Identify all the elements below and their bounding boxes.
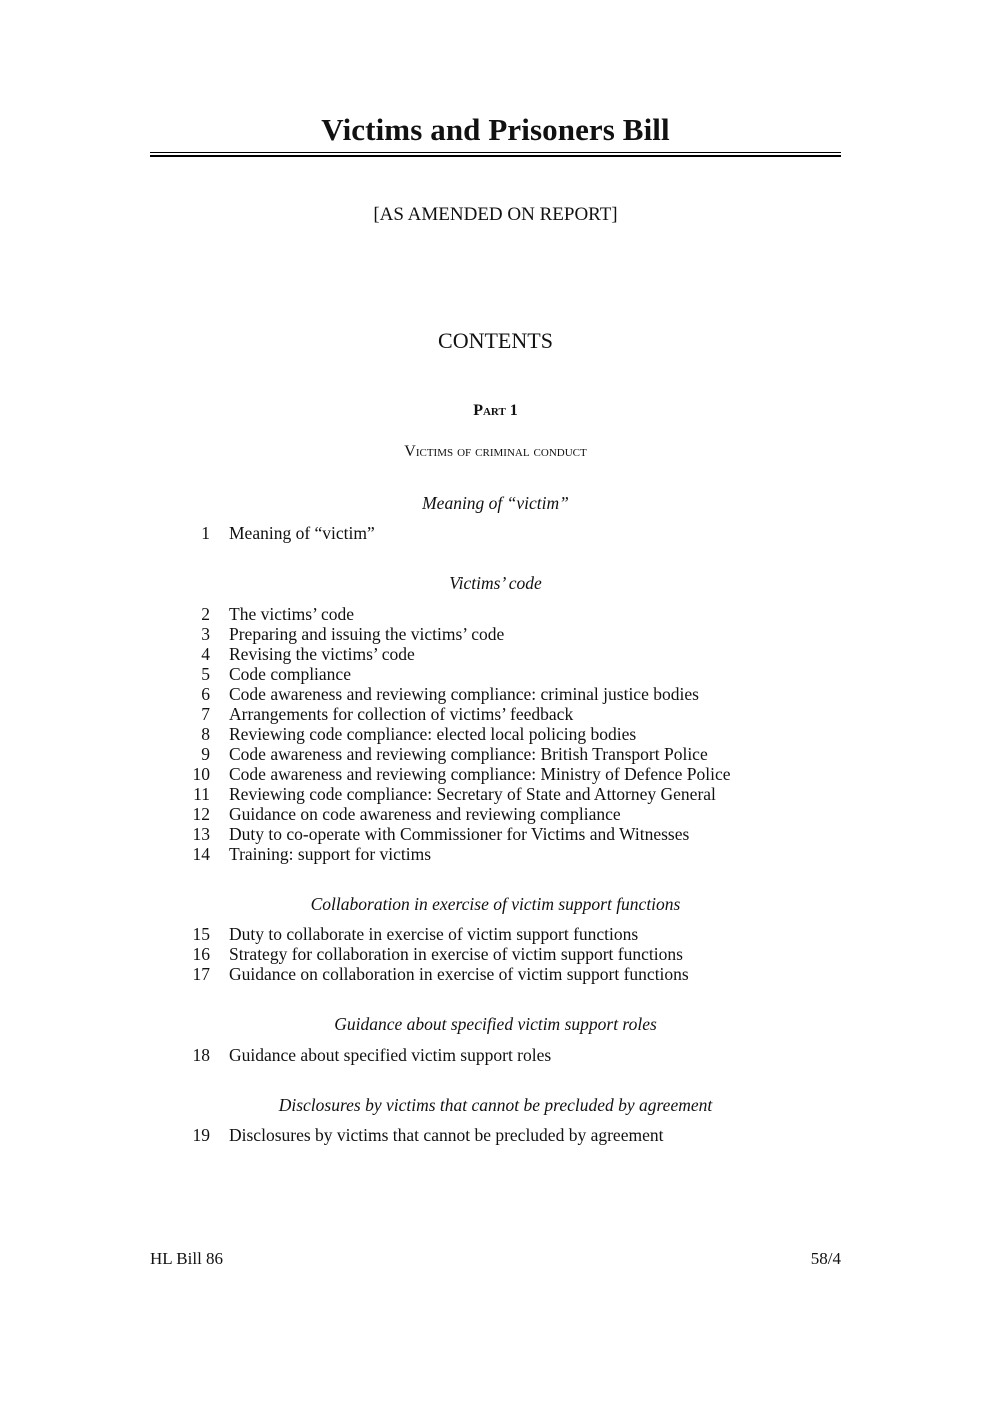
section-title[interactable]: Reviewing code compliance: Secretary of State and Attorney General <box>229 784 716 804</box>
section-title[interactable]: Training: support for victims <box>229 844 432 864</box>
section-title[interactable]: Code awareness and reviewing compliance: British Transport Police <box>229 744 708 764</box>
contents-entry[interactable] <box>150 704 841 724</box>
contents-entry[interactable] <box>150 924 841 944</box>
crossheading-meaning-of-victim: Meaning of “victim” <box>422 493 569 513</box>
section-number: 12 <box>192 804 210 824</box>
contents-entry[interactable] <box>150 1125 841 1145</box>
section-title[interactable]: Guidance on code awareness and reviewing compliance <box>229 804 621 824</box>
section-number: 9 <box>201 744 210 764</box>
section-title[interactable]: Meaning of “victim” <box>229 523 375 543</box>
section-number: 2 <box>201 604 210 624</box>
part-heading: Part 1 <box>473 402 518 419</box>
contents-list-specified-support-roles <box>150 1045 841 1065</box>
contents-list-meaning-of-victim <box>150 523 841 543</box>
contents-entry[interactable] <box>150 604 841 624</box>
contents-entry[interactable] <box>150 944 841 964</box>
section-title[interactable]: Arrangements for collection of victims’ feedback <box>229 704 574 724</box>
section-number: 11 <box>193 784 210 804</box>
print-reference: 58/4 <box>810 1249 841 1268</box>
contents-list-disclosures <box>150 1125 841 1145</box>
contents-entry[interactable] <box>150 644 841 664</box>
section-number: 1 <box>201 523 210 543</box>
contents-entry[interactable] <box>150 804 841 824</box>
section-title[interactable]: Guidance about specified victim support roles <box>229 1045 552 1065</box>
contents-heading: CONTENTS <box>438 328 553 353</box>
section-title[interactable]: Guidance on collaboration in exercise of victim support functions <box>229 964 689 984</box>
section-number: 19 <box>192 1125 210 1145</box>
crossheading-disclosures: Disclosures by victims that cannot be precluded by agreement <box>278 1095 713 1115</box>
crossheading-specified-support-roles: Guidance about specified victim support roles <box>334 1014 657 1034</box>
title-rule-thick <box>150 155 841 157</box>
bill-reference: HL Bill 86 <box>150 1249 224 1268</box>
section-title[interactable]: Preparing and issuing the victims’ code <box>229 624 505 644</box>
contents-entry[interactable] <box>150 664 841 684</box>
section-title[interactable]: Code awareness and reviewing compliance: Ministry of Defence Police <box>229 764 731 784</box>
section-number: 13 <box>192 824 210 844</box>
contents-entry[interactable] <box>150 624 841 644</box>
contents-entry[interactable] <box>150 784 841 804</box>
section-number: 18 <box>192 1045 210 1065</box>
part-title: Victims of criminal conduct <box>404 443 587 460</box>
section-title[interactable]: Revising the victims’ code <box>229 644 415 664</box>
section-title[interactable]: Reviewing code compliance: elected local policing bodies <box>229 724 637 744</box>
contents-entry[interactable] <box>150 1045 841 1065</box>
amendment-status: [AS AMENDED ON REPORT] <box>373 204 618 225</box>
section-title[interactable]: Duty to collaborate in exercise of victim support functions <box>229 924 639 944</box>
section-number: 7 <box>201 704 210 724</box>
title-rule-thin <box>150 152 841 153</box>
bill-title: Victims and Prisoners Bill <box>321 112 670 147</box>
section-title[interactable]: Code awareness and reviewing compliance: criminal justice bodies <box>229 684 699 704</box>
contents-entry[interactable] <box>150 684 841 704</box>
section-number: 10 <box>192 764 210 784</box>
contents-list-victims-code <box>150 604 841 864</box>
section-number: 6 <box>201 684 210 704</box>
contents-list-collaboration <box>150 924 841 984</box>
crossheading-victims-code: Victims’ code <box>449 573 542 593</box>
section-number: 17 <box>192 964 210 984</box>
section-number: 16 <box>192 944 210 964</box>
section-title[interactable]: Code compliance <box>229 664 351 684</box>
crossheading-collaboration: Collaboration in exercise of victim support functions <box>310 894 681 914</box>
section-title[interactable]: Strategy for collaboration in exercise of victim support functions <box>229 944 683 964</box>
section-title[interactable]: Disclosures by victims that cannot be precluded by agreement <box>229 1125 664 1145</box>
section-number: 14 <box>192 844 210 864</box>
section-number: 8 <box>201 724 210 744</box>
contents-entry[interactable] <box>150 744 841 764</box>
section-title[interactable]: Duty to co-operate with Commissioner for Victims and Witnesses <box>229 824 690 844</box>
section-title[interactable]: The victims’ code <box>229 604 355 624</box>
contents-entry[interactable] <box>150 844 841 864</box>
section-number: 15 <box>192 924 210 944</box>
contents-entry[interactable] <box>150 523 841 543</box>
section-number: 4 <box>201 644 210 664</box>
contents-entry[interactable] <box>150 964 841 984</box>
section-number: 3 <box>201 624 210 644</box>
contents-entry[interactable] <box>150 764 841 784</box>
section-number: 5 <box>201 664 210 684</box>
contents-entry[interactable] <box>150 724 841 744</box>
contents-entry[interactable] <box>150 824 841 844</box>
